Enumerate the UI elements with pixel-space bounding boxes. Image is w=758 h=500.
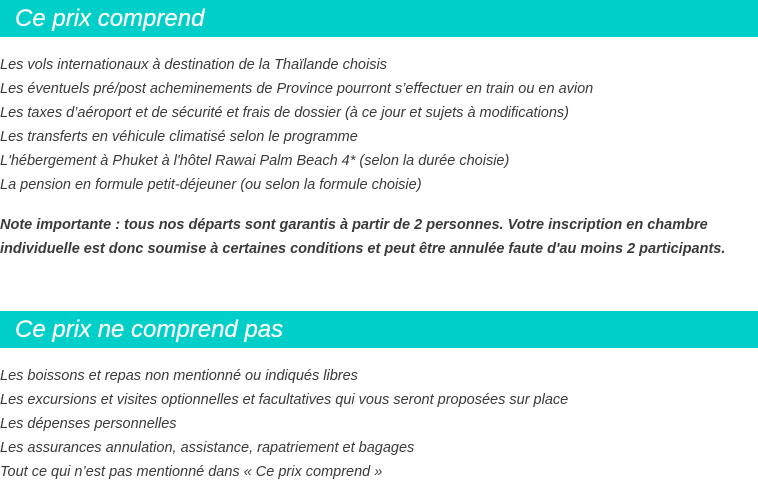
- excluded-section-title: Ce prix ne comprend pas: [0, 311, 758, 348]
- important-note: Note importante : tous nos départs sont garantis à partir de 2 personnes. Votre inscription en chambre individuelle est donc soumise à certaines conditions et peut être annulée faute d'au moins 2 participants.: [0, 217, 726, 257]
- list-item: Les vols internationaux à destination de la Thaïlande choisis: [0, 57, 387, 73]
- list-item: Les assurances annulation, assistance, rapatriement et bagages: [0, 440, 415, 456]
- list-item: Les excursions et visites optionnelles et facultatives qui vous seront proposées sur place: [0, 392, 569, 408]
- list-item: Les transferts en véhicule climatisé selon le programme: [0, 129, 358, 145]
- list-item: La pension en formule petit-déjeuner (ou selon la formule choisie): [0, 177, 422, 193]
- list-item: Tout ce qui n’est pas mentionné dans « Ce prix comprend »: [0, 464, 383, 480]
- list-item: L'hébergement à Phuket à l'hôtel Rawai Palm Beach 4* (selon la durée choisie): [0, 153, 510, 169]
- list-item: Les éventuels pré/post acheminements de Province pourront s’effectuer en train ou en avion: [0, 81, 594, 97]
- list-item: Les taxes d’aéroport et de sécurité et frais de dossier (à ce jour et sujets à modifications): [0, 105, 570, 121]
- excluded-list: [0, 364, 758, 484]
- list-item: Les dépenses personnelles: [0, 416, 177, 432]
- included-section-title: Ce prix comprend: [0, 0, 758, 37]
- included-list: [0, 53, 758, 197]
- list-item: Les boissons et repas non mentionné ou indiqués libres: [0, 368, 358, 384]
